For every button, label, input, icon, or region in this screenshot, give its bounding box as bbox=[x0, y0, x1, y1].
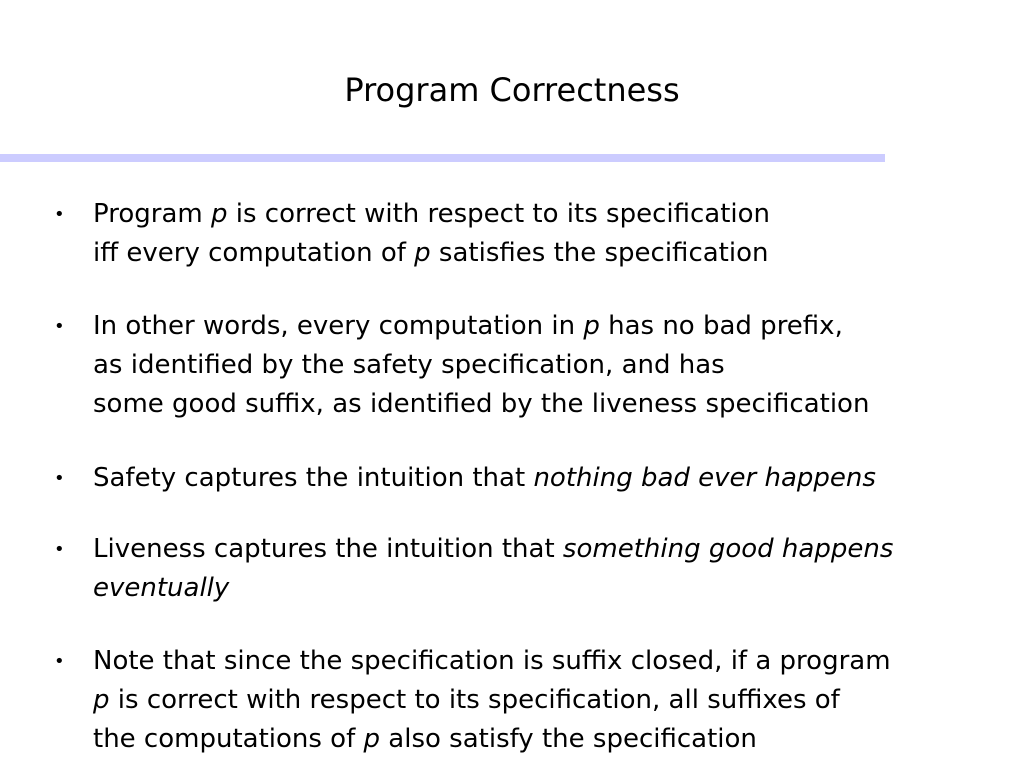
bullet-text bbox=[93, 195, 770, 273]
bullet-line bbox=[93, 195, 770, 234]
text-run: Note that since the specification is suffix closed, if a program bbox=[93, 646, 891, 676]
bullet-dot-icon: • bbox=[54, 539, 65, 560]
bullet-line bbox=[93, 569, 893, 608]
italic-text-run: p bbox=[583, 311, 600, 341]
italic-text-run: p bbox=[414, 238, 431, 268]
bullet-line bbox=[93, 642, 891, 681]
text-run: is correct with respect to its specification, all suffixes of bbox=[109, 685, 840, 715]
italic-text-run: p bbox=[210, 199, 228, 229]
italic-text-run: p bbox=[93, 685, 110, 715]
bullet-dot-icon: • bbox=[54, 204, 65, 225]
text-run: Liveness captures the intuition that bbox=[93, 534, 563, 564]
bullet-dot-icon: • bbox=[54, 468, 65, 489]
bullet-text bbox=[93, 307, 869, 424]
bullet-line bbox=[93, 307, 869, 346]
text-run: the computations of bbox=[93, 724, 364, 754]
bullet-line bbox=[93, 720, 891, 759]
text-run: satisfies the specification bbox=[430, 238, 769, 268]
title-divider bbox=[0, 154, 885, 162]
text-run: Program bbox=[93, 199, 211, 229]
bullet-line bbox=[93, 385, 869, 424]
text-run: some good suffix, as identified by the liveness specification bbox=[93, 389, 870, 419]
bullet-line bbox=[93, 681, 891, 720]
italic-text-run: p bbox=[363, 724, 381, 754]
text-run: as identified by the safety specification, and has bbox=[93, 350, 725, 380]
italic-text-run: eventually bbox=[93, 573, 230, 603]
bullet-line bbox=[93, 459, 876, 498]
bullet-line bbox=[93, 234, 770, 273]
text-run: Safety captures the intuition that bbox=[93, 463, 534, 493]
bullet-text bbox=[93, 459, 876, 498]
bullet-dot-icon: • bbox=[54, 316, 65, 337]
text-run: In other words, every computation in bbox=[93, 311, 584, 341]
text-run: also satisfy the specification bbox=[380, 724, 757, 754]
bullet-dot-icon: • bbox=[54, 651, 65, 672]
text-run: is correct with respect to its specification bbox=[227, 199, 770, 229]
text-run: has no bad prefix, bbox=[599, 311, 843, 341]
italic-text-run: something good happens bbox=[562, 534, 894, 564]
italic-text-run: nothing bad ever happens bbox=[533, 463, 876, 493]
bullet-line bbox=[93, 530, 893, 569]
bullet-text bbox=[93, 530, 893, 608]
slide-title: Program Correctness bbox=[344, 71, 680, 109]
text-run: iff every computation of bbox=[93, 238, 415, 268]
bullet-line bbox=[93, 346, 869, 385]
bullet-text bbox=[93, 642, 891, 759]
